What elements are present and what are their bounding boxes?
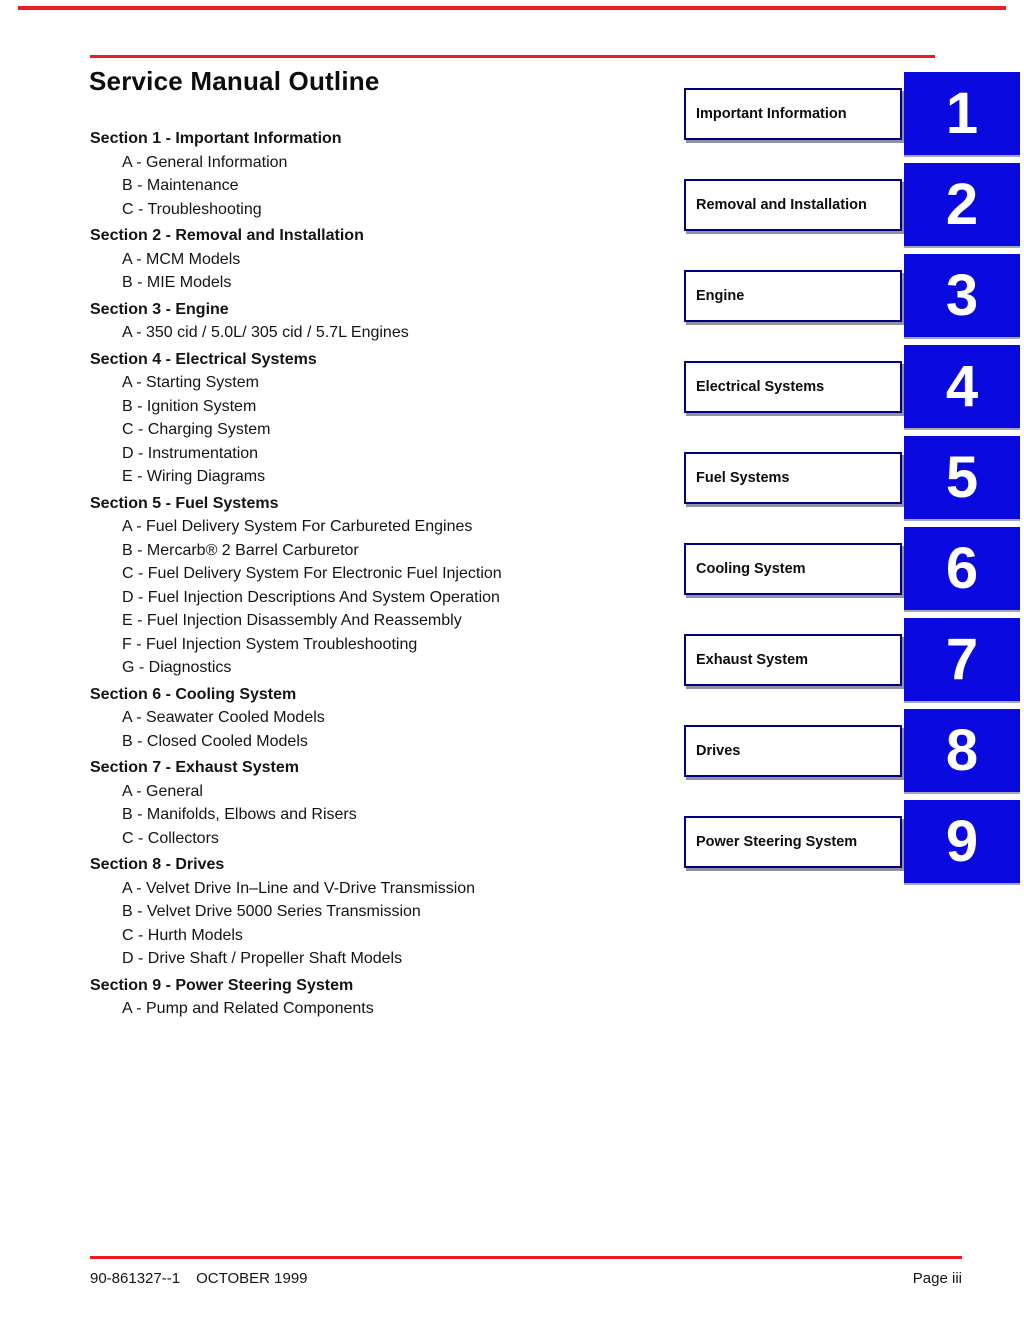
tab-row (684, 254, 1020, 337)
section-item: G - Diagnostics (122, 659, 232, 676)
section-item: B - Maintenance (122, 177, 239, 194)
section-heading: Section 4 - Electrical Systems (90, 350, 317, 368)
page-number: Page iii (912, 1270, 962, 1287)
section-item: A - MCM Models (122, 250, 241, 268)
tab-number[interactable]: 5 (904, 436, 1020, 519)
section-item: C - Troubleshooting (122, 200, 262, 218)
tab-number[interactable]: 6 (904, 527, 1020, 610)
tab-row (684, 436, 1020, 519)
tab-row (684, 72, 1020, 155)
outline (90, 124, 690, 1021)
tab-label[interactable]: Power Steering System (684, 816, 902, 868)
section-item: A - Seawater Cooled Models (122, 709, 325, 726)
section-item: C - Fuel Delivery System For Electronic Fuel Injection (122, 565, 502, 582)
section-heading: Section 8 - Drives (90, 856, 225, 873)
section-item: A - General (122, 782, 203, 800)
section-item: A - Starting System (122, 374, 259, 391)
tab-row (684, 163, 1020, 246)
page-title: Service Manual Outline (89, 66, 380, 96)
tab-label[interactable]: Engine (684, 270, 902, 322)
section-item: D - Drive Shaft / Propeller Shaft Models (122, 950, 403, 967)
section-item: B - Ignition System (122, 397, 257, 415)
section-heading: Section 1 - Important Information (90, 130, 342, 147)
section-item: E - Fuel Injection Disassembly And Reassembly (122, 612, 462, 629)
tab-number[interactable]: 2 (904, 163, 1020, 246)
tab-label[interactable]: Cooling System (684, 543, 902, 595)
tab-row (684, 345, 1020, 428)
tab-column (684, 72, 1020, 891)
section-item: C - Collectors (122, 829, 219, 847)
section-item: B - Mercarb® 2 Barrel Carburetor (122, 541, 359, 559)
tab-number[interactable]: 7 (904, 618, 1020, 701)
tab-label[interactable]: Drives (684, 725, 902, 777)
section-item: B - Velvet Drive 5000 Series Transmission (122, 903, 421, 920)
section-heading: Section 6 - Cooling System (90, 685, 297, 703)
title-red-rule (90, 55, 935, 58)
section-heading: Section 7 - Exhaust System (90, 759, 299, 776)
section-item: A - Fuel Delivery System For Carbureted Engines (122, 518, 473, 535)
section-item: F - Fuel Injection System Troubleshooting (122, 635, 418, 653)
footer-date: OCTOBER 1999 (196, 1270, 308, 1287)
tab-label[interactable]: Removal and Installation (684, 179, 902, 231)
section-heading: Section 2 - Removal and Installation (90, 227, 364, 244)
tab-label[interactable]: Important Information (684, 88, 902, 140)
section-item: A - 350 cid / 5.0L/ 305 cid / 5.7L Engines (122, 324, 409, 341)
section-heading: Section 5 - Fuel Systems (90, 494, 279, 512)
section-item: C - Hurth Models (122, 926, 243, 944)
section-heading: Section 9 - Power Steering System (90, 976, 354, 994)
section-heading: Section 3 - Engine (90, 300, 229, 318)
footer-red-rule (90, 1256, 962, 1259)
tab-label[interactable]: Electrical Systems (684, 361, 902, 413)
section-item: C - Charging System (122, 421, 271, 438)
tab-number[interactable]: 8 (904, 709, 1020, 792)
section-item: B - Manifolds, Elbows and Risers (122, 806, 357, 823)
tab-row (684, 527, 1020, 610)
section-item: B - MIE Models (122, 274, 232, 291)
footer-doc-info (90, 1270, 308, 1287)
tab-number[interactable]: 9 (904, 800, 1020, 883)
tab-label[interactable]: Fuel Systems (684, 452, 902, 504)
section-item: A - Pump and Related Components (122, 1000, 374, 1017)
section-item: E - Wiring Diagrams (122, 468, 266, 485)
tab-number[interactable]: 4 (904, 345, 1020, 428)
document-number: 90-861327--1 (90, 1270, 181, 1287)
section-item: D - Fuel Injection Descriptions And System Operation (122, 588, 500, 606)
section-item: A - Velvet Drive In–Line and V-Drive Transmission (122, 879, 476, 897)
tab-label[interactable]: Exhaust System (684, 634, 902, 686)
tab-number[interactable]: 3 (904, 254, 1020, 337)
tab-row (684, 709, 1020, 792)
tab-row (684, 800, 1020, 883)
tab-row (684, 618, 1020, 701)
section-item: A - General Information (122, 153, 288, 171)
section-item: D - Instrumentation (122, 444, 259, 462)
top-red-rule (18, 6, 1006, 10)
section-item: B - Closed Cooled Models (122, 732, 308, 750)
tab-number[interactable]: 1 (904, 72, 1020, 155)
